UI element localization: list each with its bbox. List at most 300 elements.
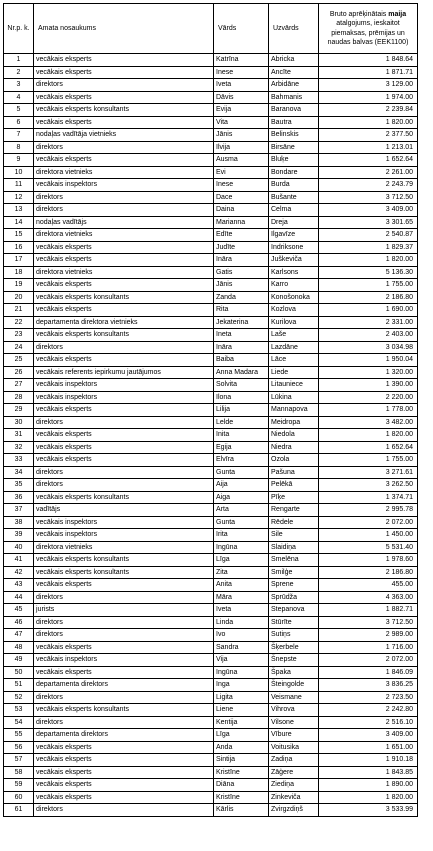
first-name-cell: Diāna	[214, 779, 269, 792]
row-number-cell: 40	[4, 541, 34, 554]
gross-salary-cell: 1 820.00	[319, 254, 418, 267]
first-name-cell: Inese	[214, 179, 269, 192]
gross-salary-cell: 3 482.00	[319, 416, 418, 429]
gross-salary-cell: 1 820.00	[319, 791, 418, 804]
position-cell: vecākais eksperts	[34, 54, 214, 67]
position-cell: vecākais inspektors	[34, 379, 214, 392]
last-name-cell: Kurilova	[269, 316, 319, 329]
row-number-cell: 60	[4, 791, 34, 804]
table-row	[4, 541, 418, 554]
gross-salary-cell: 2 220.00	[319, 391, 418, 404]
table-row	[4, 279, 418, 292]
gross-salary-cell: 1 871.71	[319, 66, 418, 79]
table-row	[4, 366, 418, 379]
last-name-cell: Belinskis	[269, 129, 319, 142]
table-row	[4, 679, 418, 692]
row-number-cell: 56	[4, 741, 34, 754]
table-row	[4, 304, 418, 317]
row-number-cell: 10	[4, 166, 34, 179]
position-cell: vecākais eksperts	[34, 254, 214, 267]
position-cell: vecākais eksperts	[34, 354, 214, 367]
position-cell: vecākais eksperts	[34, 741, 214, 754]
first-name-cell: Vita	[214, 116, 269, 129]
row-number-cell: 23	[4, 329, 34, 342]
last-name-cell: Sprene	[269, 579, 319, 592]
last-name-cell: Bautra	[269, 116, 319, 129]
salary-table	[3, 3, 418, 817]
first-name-cell: Kristīne	[214, 791, 269, 804]
row-number-cell: 7	[4, 129, 34, 142]
header-first-name: Vārds	[214, 4, 269, 54]
gross-salary-cell: 1 820.00	[319, 429, 418, 442]
gross-salary-cell: 1 716.00	[319, 641, 418, 654]
gross-salary-cell: 3 533.99	[319, 804, 418, 817]
position-cell: direktors	[34, 479, 214, 492]
gross-salary-cell: 2 403.00	[319, 329, 418, 342]
position-cell: direktors	[34, 691, 214, 704]
table-row	[4, 804, 418, 817]
position-cell: direktors	[34, 204, 214, 217]
table-row	[4, 291, 418, 304]
row-number-cell: 17	[4, 254, 34, 267]
first-name-cell: Iveta	[214, 79, 269, 92]
row-number-cell: 8	[4, 141, 34, 154]
table-row	[4, 529, 418, 542]
gross-salary-cell: 3 129.00	[319, 79, 418, 92]
header-nr: Nr.p. k.	[4, 4, 34, 54]
header-gross-salary-month: maija	[388, 10, 407, 18]
table-row	[4, 716, 418, 729]
header-gross-salary-post: atalgojums, ieskaitot piemaksas, prēmijas un naudas balvas (EEK1100)	[327, 20, 409, 46]
last-name-cell: Bahmanis	[269, 91, 319, 104]
last-name-cell: Rēdele	[269, 516, 319, 529]
table-row	[4, 316, 418, 329]
position-cell: direktors	[34, 191, 214, 204]
first-name-cell: Līga	[214, 729, 269, 742]
row-number-cell: 15	[4, 229, 34, 242]
gross-salary-cell: 3 836.25	[319, 679, 418, 692]
first-name-cell: Marianna	[214, 216, 269, 229]
position-cell: vecākais eksperts	[34, 641, 214, 654]
position-cell: nodaļas vadītāja vietnieks	[34, 129, 214, 142]
position-cell: vecākais eksperts	[34, 66, 214, 79]
gross-salary-cell: 1 846.09	[319, 666, 418, 679]
gross-salary-cell: 2 540.87	[319, 229, 418, 242]
position-cell: direktora vietnieks	[34, 541, 214, 554]
first-name-cell: Elvīra	[214, 454, 269, 467]
gross-salary-cell: 2 186.80	[319, 566, 418, 579]
first-name-cell: Liene	[214, 704, 269, 717]
row-number-cell: 59	[4, 779, 34, 792]
table-row	[4, 554, 418, 567]
position-cell: vecākais eksperts konsultants	[34, 704, 214, 717]
row-number-cell: 54	[4, 716, 34, 729]
first-name-cell: Māra	[214, 591, 269, 604]
first-name-cell: Jekaterina	[214, 316, 269, 329]
first-name-cell: Kārlis	[214, 804, 269, 817]
last-name-cell: Vībure	[269, 729, 319, 742]
position-cell: direktors	[34, 716, 214, 729]
gross-salary-cell: 3 409.00	[319, 729, 418, 742]
position-cell: vecākais eksperts konsultants	[34, 104, 214, 117]
table-row	[4, 179, 418, 192]
first-name-cell: Iveta	[214, 604, 269, 617]
position-cell: vecākais inspektors	[34, 391, 214, 404]
first-name-cell: Ināra	[214, 341, 269, 354]
first-name-cell: Daina	[214, 204, 269, 217]
last-name-cell: Juškeviča	[269, 254, 319, 267]
row-number-cell: 51	[4, 679, 34, 692]
first-name-cell: Sintija	[214, 754, 269, 767]
row-number-cell: 44	[4, 591, 34, 604]
last-name-cell: Niedra	[269, 441, 319, 454]
row-number-cell: 13	[4, 204, 34, 217]
first-name-cell: Lilija	[214, 404, 269, 417]
table-row	[4, 766, 418, 779]
table-row	[4, 241, 418, 254]
table-row	[4, 191, 418, 204]
last-name-cell: Sprūdža	[269, 591, 319, 604]
last-name-cell: Rengarte	[269, 504, 319, 517]
table-row	[4, 591, 418, 604]
table-row	[4, 454, 418, 467]
row-number-cell: 33	[4, 454, 34, 467]
table-row	[4, 779, 418, 792]
row-number-cell: 6	[4, 116, 34, 129]
position-cell: vecākais eksperts	[34, 279, 214, 292]
last-name-cell: Birsāne	[269, 141, 319, 154]
row-number-cell: 3	[4, 79, 34, 92]
position-cell: direktors	[34, 616, 214, 629]
position-cell: vecākais eksperts	[34, 304, 214, 317]
position-cell: vecākais eksperts	[34, 666, 214, 679]
row-number-cell: 57	[4, 754, 34, 767]
first-name-cell: Vija	[214, 654, 269, 667]
last-name-cell: Ancīte	[269, 66, 319, 79]
first-name-cell: Ivo	[214, 629, 269, 642]
table-row	[4, 704, 418, 717]
position-cell: vecākais eksperts	[34, 454, 214, 467]
table-body	[4, 54, 418, 817]
position-cell: direktors	[34, 629, 214, 642]
gross-salary-cell: 3 712.50	[319, 191, 418, 204]
gross-salary-cell: 1 690.00	[319, 304, 418, 317]
last-name-cell: Lāce	[269, 354, 319, 367]
row-number-cell: 24	[4, 341, 34, 354]
position-cell: vecākais eksperts	[34, 154, 214, 167]
table-row	[4, 616, 418, 629]
last-name-cell: Zvirgzdiņš	[269, 804, 319, 817]
last-name-cell: Slaidiņa	[269, 541, 319, 554]
last-name-cell: Pīķe	[269, 491, 319, 504]
row-number-cell: 31	[4, 429, 34, 442]
row-number-cell: 16	[4, 241, 34, 254]
table-row	[4, 566, 418, 579]
gross-salary-cell: 2 243.79	[319, 179, 418, 192]
position-cell: vadītājs	[34, 504, 214, 517]
row-number-cell: 39	[4, 529, 34, 542]
last-name-cell: Šnepste	[269, 654, 319, 667]
row-number-cell: 5	[4, 104, 34, 117]
position-cell: vecākais eksperts	[34, 91, 214, 104]
row-number-cell: 20	[4, 291, 34, 304]
gross-salary-cell: 2 989.00	[319, 629, 418, 642]
gross-salary-cell: 455.00	[319, 579, 418, 592]
position-cell: vecākais eksperts	[34, 766, 214, 779]
position-cell: departamenta direktors	[34, 679, 214, 692]
first-name-cell: Anita	[214, 579, 269, 592]
last-name-cell: Bondare	[269, 166, 319, 179]
gross-salary-cell: 3 409.00	[319, 204, 418, 217]
table-row	[4, 491, 418, 504]
gross-salary-cell: 4 363.00	[319, 591, 418, 604]
table-row	[4, 391, 418, 404]
gross-salary-cell: 5 531.40	[319, 541, 418, 554]
position-cell: departamenta direktors	[34, 729, 214, 742]
table-row	[4, 691, 418, 704]
table-row	[4, 641, 418, 654]
table-row	[4, 441, 418, 454]
table-row	[4, 466, 418, 479]
row-number-cell: 52	[4, 691, 34, 704]
row-number-cell: 41	[4, 554, 34, 567]
first-name-cell: Irita	[214, 529, 269, 542]
row-number-cell: 32	[4, 441, 34, 454]
gross-salary-cell: 1 450.00	[319, 529, 418, 542]
row-number-cell: 26	[4, 366, 34, 379]
row-number-cell: 46	[4, 616, 34, 629]
first-name-cell: Anna Madara	[214, 366, 269, 379]
gross-salary-cell: 1 974.00	[319, 91, 418, 104]
position-cell: vecākais inspektors	[34, 179, 214, 192]
gross-salary-cell: 2 261.00	[319, 166, 418, 179]
table-row	[4, 741, 418, 754]
position-cell: direktors	[34, 591, 214, 604]
table-row	[4, 79, 418, 92]
gross-salary-cell: 2 239.84	[319, 104, 418, 117]
last-name-cell: Arbidāne	[269, 79, 319, 92]
row-number-cell: 1	[4, 54, 34, 67]
last-name-cell: Baranova	[269, 104, 319, 117]
first-name-cell: Gatis	[214, 266, 269, 279]
last-name-cell: Špaka	[269, 666, 319, 679]
first-name-cell: Ilvija	[214, 141, 269, 154]
first-name-cell: Jānis	[214, 279, 269, 292]
first-name-cell: Kentija	[214, 716, 269, 729]
position-cell: direktora vietnieks	[34, 229, 214, 242]
first-name-cell: Inga	[214, 679, 269, 692]
gross-salary-cell: 1 213.01	[319, 141, 418, 154]
header-position: Amata nosaukums	[34, 4, 214, 54]
row-number-cell: 11	[4, 179, 34, 192]
first-name-cell: Ināra	[214, 254, 269, 267]
position-cell: vecākais inspektors	[34, 654, 214, 667]
table-row	[4, 416, 418, 429]
first-name-cell: Ligita	[214, 691, 269, 704]
gross-salary-cell: 1 978.60	[319, 554, 418, 567]
gross-salary-cell: 2 995.78	[319, 504, 418, 517]
last-name-cell: Šķerbele	[269, 641, 319, 654]
gross-salary-cell: 2 072.00	[319, 516, 418, 529]
position-cell: vecākais eksperts	[34, 779, 214, 792]
row-number-cell: 4	[4, 91, 34, 104]
last-name-cell: Ozola	[269, 454, 319, 467]
last-name-cell: Liede	[269, 366, 319, 379]
position-cell: vecākais eksperts konsultants	[34, 291, 214, 304]
table-row	[4, 754, 418, 767]
position-cell: vecākais eksperts konsultants	[34, 566, 214, 579]
table-row	[4, 429, 418, 442]
gross-salary-cell: 3 271.61	[319, 466, 418, 479]
gross-salary-cell: 1 374.71	[319, 491, 418, 504]
gross-salary-cell: 1 320.00	[319, 366, 418, 379]
last-name-cell: Pašuna	[269, 466, 319, 479]
gross-salary-cell: 1 890.00	[319, 779, 418, 792]
first-name-cell: Zita	[214, 566, 269, 579]
first-name-cell: Sandra	[214, 641, 269, 654]
row-number-cell: 2	[4, 66, 34, 79]
gross-salary-cell: 2 516.10	[319, 716, 418, 729]
first-name-cell: Evi	[214, 166, 269, 179]
gross-salary-cell: 2 377.50	[319, 129, 418, 142]
first-name-cell: Aiga	[214, 491, 269, 504]
table-row	[4, 516, 418, 529]
row-number-cell: 35	[4, 479, 34, 492]
table-row	[4, 91, 418, 104]
first-name-cell: Evija	[214, 104, 269, 117]
position-cell: direktors	[34, 804, 214, 817]
gross-salary-cell: 5 136.30	[319, 266, 418, 279]
first-name-cell: Inese	[214, 66, 269, 79]
position-cell: departamenta direktora vietnieks	[34, 316, 214, 329]
first-name-cell: Anda	[214, 741, 269, 754]
table-row	[4, 604, 418, 617]
last-name-cell: Bluķe	[269, 154, 319, 167]
row-number-cell: 28	[4, 391, 34, 404]
last-name-cell: Burda	[269, 179, 319, 192]
last-name-cell: Niedola	[269, 429, 319, 442]
last-name-cell: Smilģe	[269, 566, 319, 579]
table-header-row	[4, 4, 418, 54]
position-cell: direktors	[34, 79, 214, 92]
table-row	[4, 791, 418, 804]
table-row	[4, 729, 418, 742]
gross-salary-cell: 1 848.64	[319, 54, 418, 67]
table-row	[4, 229, 418, 242]
position-cell: direktors	[34, 416, 214, 429]
table-row	[4, 154, 418, 167]
row-number-cell: 38	[4, 516, 34, 529]
first-name-cell: Katrīna	[214, 54, 269, 67]
gross-salary-cell: 3 034.98	[319, 341, 418, 354]
table-row	[4, 66, 418, 79]
position-cell: vecākais eksperts	[34, 441, 214, 454]
first-name-cell: Aija	[214, 479, 269, 492]
row-number-cell: 50	[4, 666, 34, 679]
position-cell: vecākais eksperts	[34, 404, 214, 417]
last-name-cell: Ziediņa	[269, 779, 319, 792]
row-number-cell: 49	[4, 654, 34, 667]
last-name-cell: Abricka	[269, 54, 319, 67]
last-name-cell: Zadiņa	[269, 754, 319, 767]
first-name-cell: Linda	[214, 616, 269, 629]
first-name-cell: Kristīne	[214, 766, 269, 779]
first-name-cell: Egija	[214, 441, 269, 454]
gross-salary-cell: 1 390.00	[319, 379, 418, 392]
position-cell: vecākais eksperts	[34, 241, 214, 254]
row-number-cell: 34	[4, 466, 34, 479]
table-row	[4, 266, 418, 279]
gross-salary-cell: 3 712.50	[319, 616, 418, 629]
table-row	[4, 504, 418, 517]
first-name-cell: Ausma	[214, 154, 269, 167]
row-number-cell: 21	[4, 304, 34, 317]
position-cell: vecākais eksperts	[34, 754, 214, 767]
last-name-cell: Karlsons	[269, 266, 319, 279]
table-row	[4, 404, 418, 417]
last-name-cell: Meidropa	[269, 416, 319, 429]
table-row	[4, 479, 418, 492]
row-number-cell: 30	[4, 416, 34, 429]
last-name-cell: Karro	[269, 279, 319, 292]
table-row	[4, 654, 418, 667]
table-row	[4, 666, 418, 679]
row-number-cell: 47	[4, 629, 34, 642]
table-row	[4, 629, 418, 642]
gross-salary-cell: 2 723.50	[319, 691, 418, 704]
last-name-cell: Kozlova	[269, 304, 319, 317]
row-number-cell: 36	[4, 491, 34, 504]
gross-salary-cell: 1 820.00	[319, 116, 418, 129]
row-number-cell: 14	[4, 216, 34, 229]
last-name-cell: Lazdāne	[269, 341, 319, 354]
first-name-cell: Ingūna	[214, 541, 269, 554]
position-cell: direktora vietnieks	[34, 166, 214, 179]
gross-salary-cell: 1 652.64	[319, 154, 418, 167]
gross-salary-cell: 3 262.50	[319, 479, 418, 492]
last-name-cell: Smelēna	[269, 554, 319, 567]
first-name-cell: Arta	[214, 504, 269, 517]
first-name-cell: Dāvis	[214, 91, 269, 104]
position-cell: vecākais eksperts	[34, 429, 214, 442]
gross-salary-cell: 2 331.00	[319, 316, 418, 329]
last-name-cell: Litauniece	[269, 379, 319, 392]
last-name-cell: Stepanova	[269, 604, 319, 617]
last-name-cell: Dreja	[269, 216, 319, 229]
table-row	[4, 166, 418, 179]
last-name-cell: Vilsone	[269, 716, 319, 729]
position-cell: vecākais eksperts konsultants	[34, 329, 214, 342]
table-row	[4, 329, 418, 342]
table-row	[4, 104, 418, 117]
last-name-cell: Indriksone	[269, 241, 319, 254]
last-name-cell: Zāģere	[269, 766, 319, 779]
first-name-cell: Ilona	[214, 391, 269, 404]
salary-table-container	[3, 3, 418, 817]
table-row	[4, 216, 418, 229]
position-cell: vecākais referents iepirkumu jautājumos	[34, 366, 214, 379]
position-cell: vecākais inspektors	[34, 529, 214, 542]
row-number-cell: 9	[4, 154, 34, 167]
first-name-cell: Baiba	[214, 354, 269, 367]
row-number-cell: 55	[4, 729, 34, 742]
last-name-cell: Sile	[269, 529, 319, 542]
row-number-cell: 43	[4, 579, 34, 592]
position-cell: nodaļas vadītājs	[34, 216, 214, 229]
gross-salary-cell: 2 242.80	[319, 704, 418, 717]
row-number-cell: 27	[4, 379, 34, 392]
gross-salary-cell: 1 882.71	[319, 604, 418, 617]
